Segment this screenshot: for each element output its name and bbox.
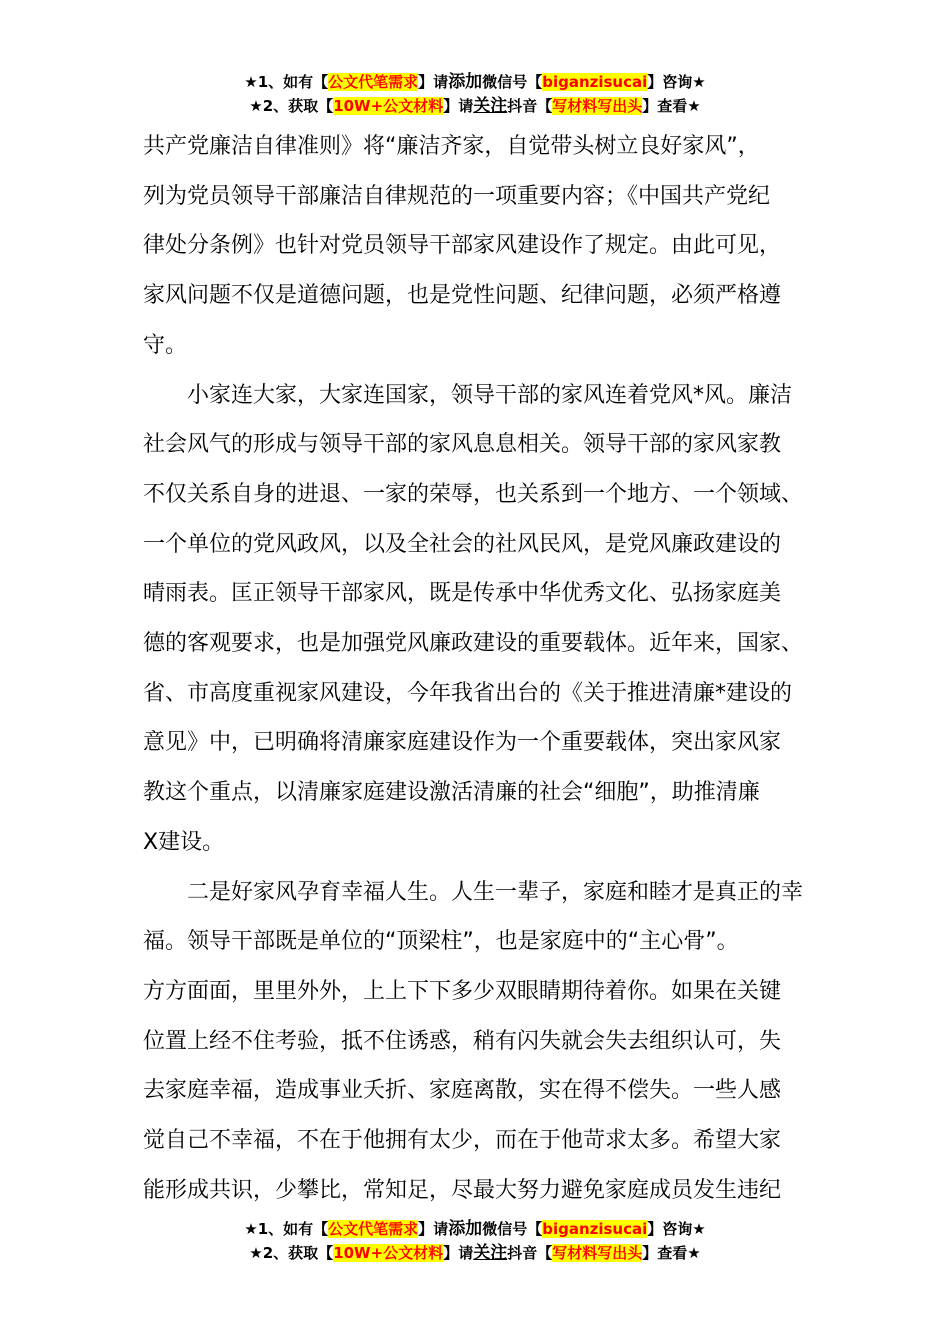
banner-text: ★1、如有【	[244, 1220, 329, 1238]
paragraph-2: 小家连大家，大家连国家，领导干部的家风连着党风*风。廉洁 社会风气的形成与领导干部的家风息息相关。领导干部的家风家教 不仅关系自身的进退、一家的荣辱，也关系到一个地方、一个领域、 一个单位的党风政风，以及全社会的社风民风，是党风廉政建设的 晴雨表。匡正领导干部家风，既是传承中华优秀文化、弘扬家庭美 德的客观要求，也是加强党风廉政建设的重要载体。近年来，国家、 省、市高度重视家风建设，今年我省出台的《关于推进清廉*建设的 意见》中，已明确将清廉家庭建设作为一个重要载体，突出家风家 教这个重点，以清廉家庭建设激活清廉的社会“细胞”，助推清廉 X建设。	[143, 382, 804, 855]
highlight-wechat-id: biganzisucai	[542, 73, 648, 91]
banner-text: 抖音【	[507, 97, 553, 115]
header-banner	[0, 70, 950, 118]
banner-text: 】请	[418, 1220, 449, 1238]
banner-line-1	[0, 70, 950, 94]
banner-text: ★2、获取【	[249, 97, 334, 115]
highlight-wechat-id: biganzisucai	[542, 1220, 648, 1238]
banner-text: 抖音【	[507, 1244, 553, 1262]
highlight-service: 公文代笔需求	[328, 73, 419, 91]
banner-text: 微信号【	[482, 73, 543, 91]
footer-banner	[0, 1217, 950, 1265]
emphasis-follow: 关注	[473, 1243, 508, 1263]
highlight-materials: 10W+公文材料	[333, 97, 444, 115]
banner-line-2	[0, 1241, 950, 1265]
banner-text: ★2、获取【	[249, 1244, 334, 1262]
banner-text: ★1、如有【	[244, 73, 329, 91]
banner-line-1	[0, 1217, 950, 1241]
highlight-douyin-account: 写材料写出头	[552, 97, 643, 115]
paragraph-3: 二是好家风孕育幸福人生。人生一辈子，家庭和睦才是真正的幸 福。领导干部既是单位的“顶梁柱”，也是家庭中的“主心骨”。 方方面面，里里外外，上上下下多少双眼睛期待着你。如果在关键 位置上经不住考验，抵不住诱惑，稍有闪失就会失去组织认可，失 去家庭幸福，造成事业夭折、家庭离散，实在得不偿失。一些人感 觉自己不幸福，不在于他拥有太少，而在于他苛求太多。希望大家 能形成共识，少攀比，常知足，尽最大努力避免家庭成员发生违纪	[143, 879, 804, 1203]
highlight-service: 公文代笔需求	[328, 1220, 419, 1238]
highlight-materials: 10W+公文材料	[333, 1244, 444, 1262]
banner-text: 】查看★	[642, 1244, 701, 1262]
banner-text: 】查看★	[642, 97, 701, 115]
document-body	[143, 122, 815, 1215]
banner-text: 】请	[443, 97, 474, 115]
banner-line-2	[0, 94, 950, 118]
paragraph-1: 共产党廉洁自律准则》将“廉洁齐家，自觉带头树立良好家风”， 列为党员领导干部廉洁自律规范的一项重要内容；《中国共产党纪 律处分条例》也针对党员领导干部家风建设作了规定。由此可见， 家风问题不仅是道德问题，也是党性问题、纪律问题，必须严格遵 守。	[143, 134, 782, 358]
emphasis-add: 添加	[448, 72, 483, 92]
banner-text: 】咨询★	[647, 73, 706, 91]
highlight-douyin-account: 写材料写出头	[552, 1244, 643, 1262]
emphasis-follow: 关注	[473, 96, 508, 116]
banner-text: 】咨询★	[647, 1220, 706, 1238]
banner-text: 】请	[418, 73, 449, 91]
banner-text: 】请	[443, 1244, 474, 1262]
emphasis-add: 添加	[448, 1219, 483, 1239]
banner-text: 微信号【	[482, 1220, 543, 1238]
